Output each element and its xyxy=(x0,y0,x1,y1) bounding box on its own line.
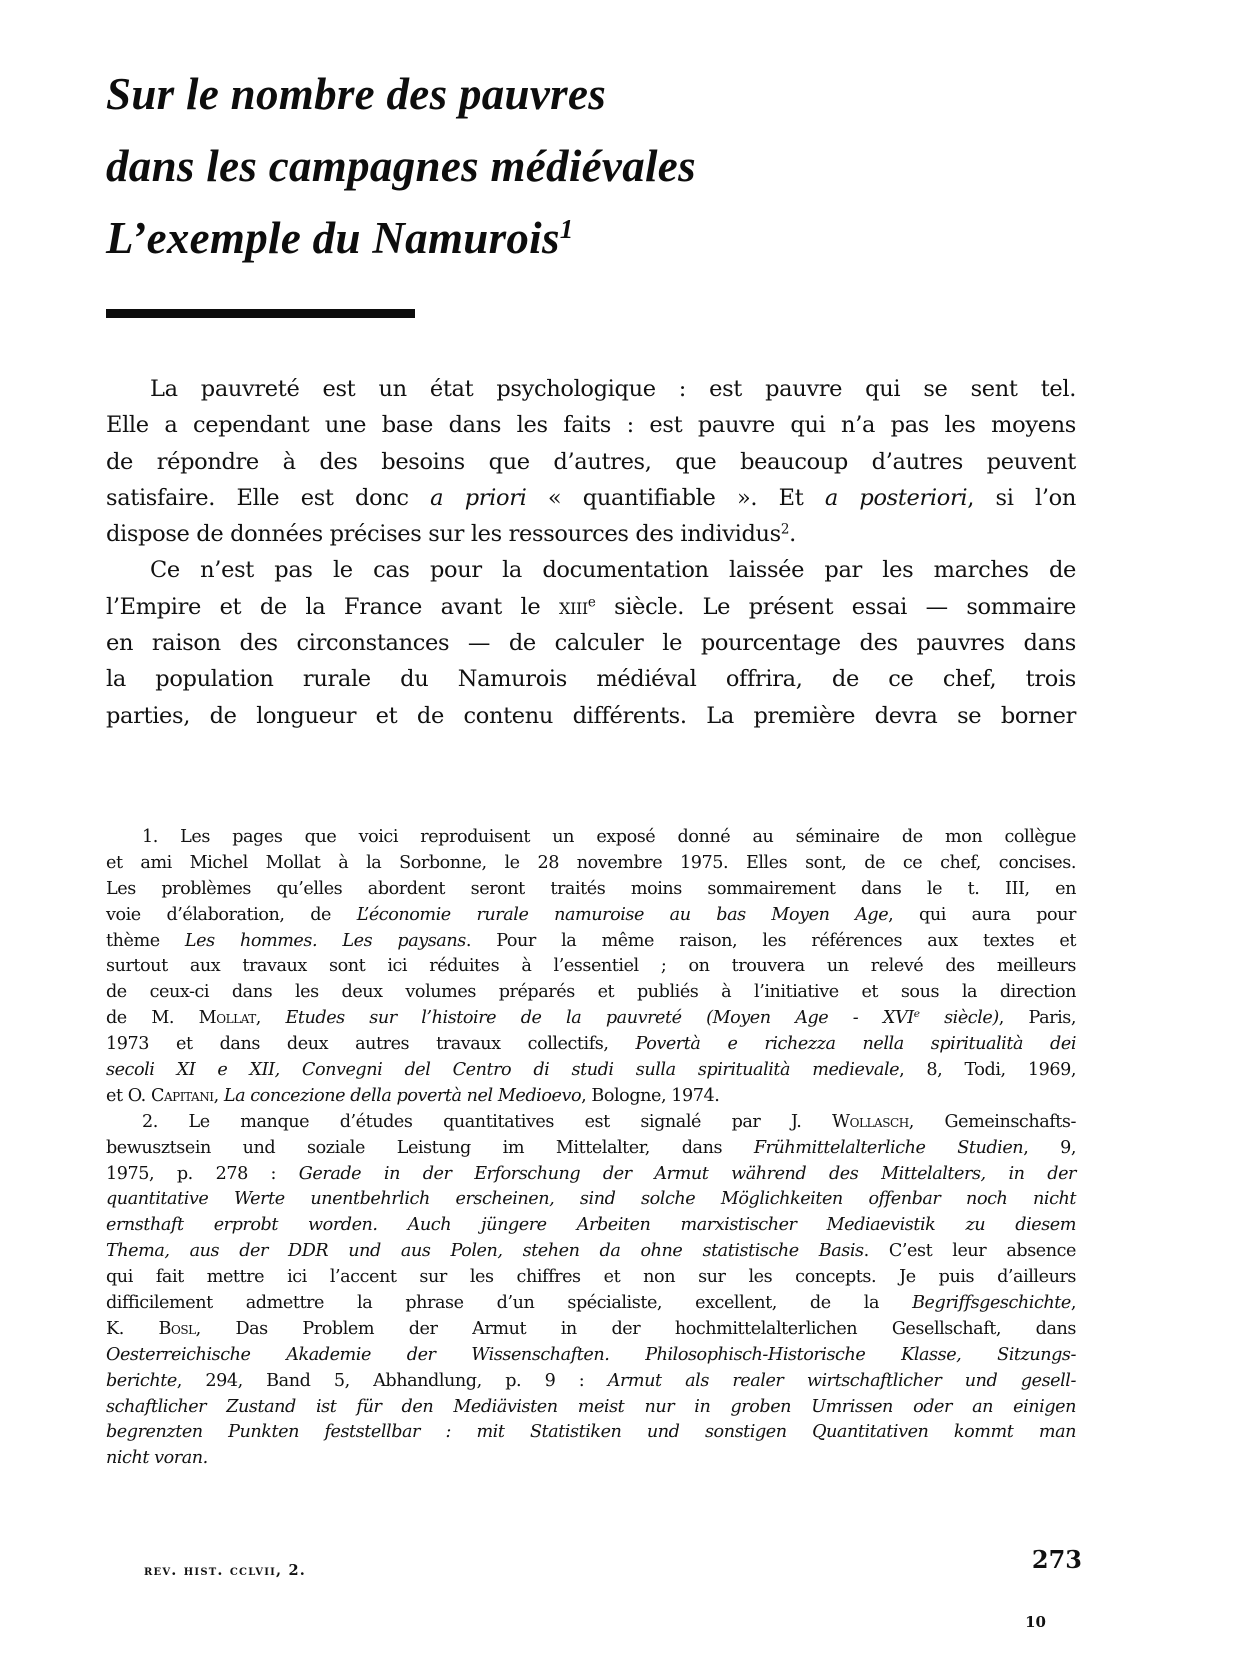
footnote-marker: 2 xyxy=(780,521,790,538)
text-run: et O. xyxy=(106,1085,151,1106)
footnote-line xyxy=(106,1084,1076,1110)
footnote-line xyxy=(106,1369,1076,1395)
text-run: Etudes sur l’histoire de la pauvreté (Moyen Age - XVI xyxy=(285,1008,914,1029)
text-run: a priori xyxy=(430,484,527,511)
footnote-line xyxy=(106,877,1076,903)
text-run: 2. Le manque d’études quantitatives est signalé par J. xyxy=(142,1111,832,1132)
body-line xyxy=(106,589,1076,625)
footnote-line xyxy=(106,1446,1076,1472)
footnote-line xyxy=(106,1420,1076,1446)
text-run: Les hommes. Les paysans xyxy=(184,930,466,951)
text-run: Ce n’est pas le cas pour la documentation laissée par les marches de xyxy=(150,557,1076,584)
body-line xyxy=(106,698,1076,734)
text-run: a posteriori xyxy=(824,484,968,511)
title-line xyxy=(106,202,1006,274)
footnote-line xyxy=(106,1136,1076,1162)
text-run: Wollasch xyxy=(831,1111,909,1132)
footnote-line xyxy=(106,825,1076,851)
text-run: difficilement admettre la phrase d’un spécialiste, excellent, de la xyxy=(106,1293,913,1314)
text-run: nicht voran. xyxy=(106,1448,208,1469)
text-run: K. xyxy=(106,1318,159,1339)
text-run: dispose de données précises sur les ressources des individus xyxy=(106,521,781,548)
article-title xyxy=(106,58,1006,274)
text-run: , qui aura pour xyxy=(888,904,1076,925)
footnote-line xyxy=(106,1213,1076,1239)
text-run: , 294, Band 5, Abhandlung, p. 9 : xyxy=(176,1370,608,1391)
text-run: Begriffsgeschichte xyxy=(912,1293,1071,1314)
text-run: dans les campagnes médiévales xyxy=(106,141,696,191)
text-run: de répondre à des besoins que d’autres, que beaucoup d’autres peuvent xyxy=(106,448,1076,475)
title-line xyxy=(106,58,1006,130)
text-run: siècle) xyxy=(919,1008,999,1029)
text-run: schaftlicher Zustand ist für den Mediävisten meist nur in groben Umrissen oder an einigen xyxy=(106,1396,1076,1417)
text-run: . xyxy=(789,521,796,548)
text-run: Sur le nombre des pauvres xyxy=(106,69,607,119)
footnote-line xyxy=(106,1239,1076,1265)
text-run: 1973 et dans deux autres travaux collectifs, xyxy=(106,1034,636,1055)
text-run: Elle a cependant une base dans les faits : est pauvre qui n’a pas les moyens xyxy=(106,412,1076,439)
text-run: , Bologne, 1974. xyxy=(581,1085,720,1106)
text-run: , xyxy=(213,1085,224,1106)
footnote-marker: e xyxy=(913,1008,920,1021)
text-run: Thema, aus der DDR und aus Polen, stehen da ohne statistische Basis xyxy=(106,1241,864,1262)
text-run: La pauvreté est un état psychologique : est pauvre qui se sent tel. xyxy=(150,376,1076,402)
footnote-line xyxy=(106,851,1076,877)
footnotes xyxy=(106,825,1076,1472)
text-run: , 8, Todi, 1969, xyxy=(899,1060,1076,1081)
footnote-line xyxy=(106,1032,1076,1058)
footnote-line xyxy=(106,929,1076,955)
footnote-line xyxy=(106,1006,1076,1032)
text-run: , xyxy=(1070,1293,1076,1314)
page-number: 273 xyxy=(1031,1545,1082,1574)
footnote-line xyxy=(106,954,1076,980)
title-rule-divider xyxy=(106,309,415,318)
text-run: parties, de longueur et de contenu différents. La première devra se borner xyxy=(106,702,1076,729)
footnote-line xyxy=(106,1265,1076,1291)
text-run: ernsthaft erprobt worden. Auch jüngere Arbeiten marxistischer Mediaevistik zu diesem xyxy=(106,1215,1076,1236)
text-run: , Das Problem der Armut in der hochmittelalterlichen Gesellschaft, dans xyxy=(195,1318,1076,1339)
text-run: Frühmittelalterliche Studien xyxy=(753,1137,1024,1158)
text-run: 1975, p. 278 : xyxy=(106,1163,299,1184)
text-run: en raison des circonstances — de calculer le pourcentage des pauvres dans xyxy=(106,630,1076,657)
footnote-line xyxy=(106,1395,1076,1421)
text-run: « quantifiable ». Et xyxy=(526,484,825,511)
text-run: secoli XI e XII, Convegni del Centro di studi sulla spiritualità medievale xyxy=(106,1060,900,1081)
text-run: . Pour la même raison, les références aux textes et xyxy=(465,930,1076,951)
text-run: Oesterreichische Akademie der Wissenschaften. Philosophisch-Historische Klasse, Sitzungs- xyxy=(106,1344,1076,1365)
body-line xyxy=(106,444,1076,480)
signature-mark: 10 xyxy=(1025,1613,1046,1631)
text-run: Gerade in der Erforschung der Armut während des Mittelalters, in der xyxy=(298,1163,1076,1184)
footnote-line xyxy=(106,980,1076,1006)
body-line xyxy=(106,407,1076,443)
footnote-line xyxy=(106,1317,1076,1343)
footnote-line xyxy=(106,903,1076,929)
footnote-line xyxy=(106,1110,1076,1136)
text-run: Les problèmes qu’elles abordent seront traités moins sommairement dans le t. III, en xyxy=(106,878,1076,899)
footnote-marker: e xyxy=(587,594,596,611)
body-line xyxy=(106,516,1076,552)
title-line xyxy=(106,130,1006,202)
text-run: thème xyxy=(106,930,185,951)
text-run: L’économie rurale namuroise au bas Moyen Age xyxy=(356,904,889,925)
text-run: Bosl xyxy=(158,1318,196,1339)
body-line xyxy=(106,661,1076,697)
body-line xyxy=(106,552,1076,588)
footnote-line xyxy=(106,1291,1076,1317)
text-run: Armut als realer wirtschaftlicher und gesell- xyxy=(607,1370,1076,1391)
body-line xyxy=(106,625,1076,661)
text-run: satisfaire. Elle est donc xyxy=(106,484,431,511)
body-line xyxy=(106,371,1076,407)
text-run: et ami Michel Mollat à la Sorbonne, le 28 novembre 1975. Elles sont, de ce chef, concises. xyxy=(106,852,1076,873)
text-run: siècle. Le présent essai — sommaire xyxy=(595,593,1076,620)
text-run: , Gemeinschafts- xyxy=(908,1111,1077,1132)
footnote-marker: 1 xyxy=(559,214,574,245)
body-text xyxy=(106,371,1076,734)
text-run: qui fait mettre ici l’accent sur les chiffres et non sur les concepts. Je puis d’ailleurs xyxy=(106,1267,1076,1288)
text-run: xiii xyxy=(558,593,588,620)
text-run: l’Empire et de la France avant le xyxy=(106,593,559,620)
text-run: de M. xyxy=(106,1008,199,1029)
text-run: de ceux-ci dans les deux volumes préparés et publiés à l’initiative et sous la direction xyxy=(106,982,1076,1003)
text-run: begrenzten Punkten feststellbar : mit Statistiken und sonstigen Quantitativen kommt man xyxy=(106,1422,1076,1443)
text-run: Mollat xyxy=(198,1008,256,1029)
footnote-line xyxy=(106,1187,1076,1213)
text-run: quantitative Werte unentbehrlich erscheinen, sind solche Möglichkeiten offenbar noch nicht xyxy=(106,1189,1076,1210)
text-run: . C’est leur absence xyxy=(863,1241,1076,1262)
journal-reference: rev. hist. cclvii, 2. xyxy=(144,1562,306,1579)
text-run: Povertà e richezza nella spiritualità dei xyxy=(635,1034,1076,1055)
text-run: 1. Les pages que voici reproduisent un exposé donné au séminaire de mon collègue xyxy=(142,827,1076,847)
text-run: , si l’on xyxy=(967,484,1077,511)
text-run: Capitani xyxy=(150,1085,214,1106)
footnote-line xyxy=(106,1058,1076,1084)
text-run: voie d’élaboration, de xyxy=(106,904,357,925)
footnote-line xyxy=(106,1343,1076,1369)
text-run: , 9, xyxy=(1023,1137,1077,1158)
text-run: la population rurale du Namurois médiéval offrira, de ce chef, trois xyxy=(106,666,1076,693)
text-run: , Paris, xyxy=(998,1008,1076,1029)
text-run: La concezione della povertà nel Medioevo xyxy=(223,1085,582,1106)
text-run: berichte xyxy=(106,1370,177,1391)
body-line xyxy=(106,480,1076,516)
text-run: L’exemple du Namurois xyxy=(106,213,560,263)
text-run: bewusztsein und soziale Leistung im Mittelalter, dans xyxy=(106,1137,754,1158)
text-run: surtout aux travaux sont ici réduites à l’essentiel ; on trouvera un relevé des meilleurs xyxy=(106,956,1076,977)
text-run: , xyxy=(255,1008,286,1029)
footnote-line xyxy=(106,1162,1076,1188)
